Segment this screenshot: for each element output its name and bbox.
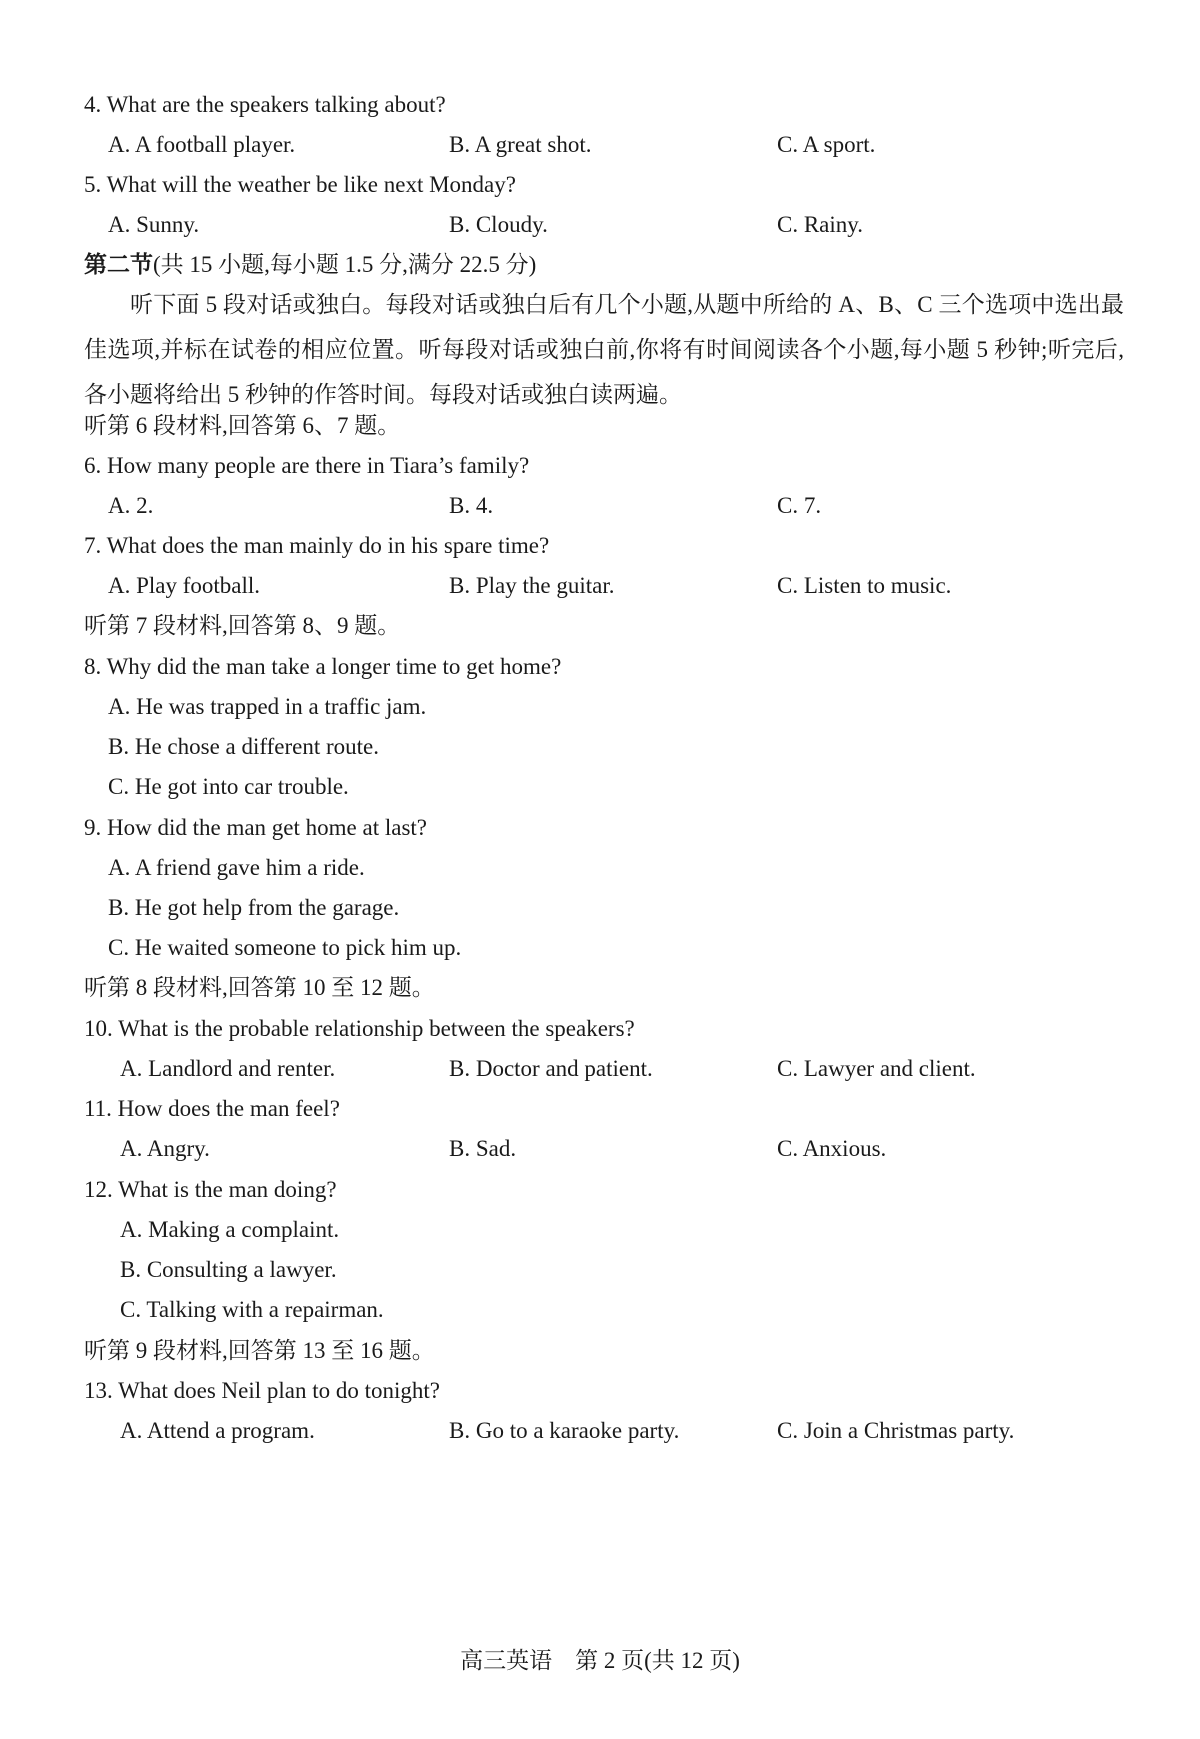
section-2-heading bbox=[0, 242, 1200, 287]
question-13-stem: 13. What does Neil plan to do tonight? bbox=[84, 1378, 441, 1403]
instructions-text: 听下面 5 段对话或独白。每段对话或独白后有几个小题,从题中所给的 A、B、C 三个选项中选出最佳选项,并标在试卷的相应位置。听每段对话或独白前,你将有时间阅读各个小题,每小题 5 秒钟;听完后,各小题将给出 5 秒钟的作答时间。每段对话或独白读两遍。 bbox=[84, 292, 1124, 407]
question-9-option-a: A. A friend gave him a ride. bbox=[108, 855, 365, 880]
option-a: A. Angry. bbox=[120, 1136, 210, 1161]
option-b: B. A great shot. bbox=[449, 132, 592, 157]
option-b: B. Play the guitar. bbox=[449, 573, 615, 598]
option-a: A. Sunny. bbox=[108, 212, 200, 237]
option-a: A. A football player. bbox=[108, 132, 296, 157]
question-4-stem: 4. What are the speakers talking about? bbox=[84, 92, 446, 117]
question-9-option-b: B. He got help from the garage. bbox=[108, 895, 400, 920]
group-6-intro: 听第 6 段材料,回答第 6、7 题。 bbox=[84, 413, 401, 438]
question-9-option-c: C. He waited someone to pick him up. bbox=[108, 935, 462, 960]
question-12-stem: 12. What is the man doing? bbox=[84, 1177, 337, 1202]
option-c: C. Join a Christmas party. bbox=[777, 1418, 1015, 1443]
question-11-stem: 11. How does the man feel? bbox=[84, 1096, 340, 1121]
option-a: A. Attend a program. bbox=[120, 1418, 315, 1443]
question-8-stem: 8. Why did the man take a longer time to get home? bbox=[84, 654, 562, 679]
question-10-options bbox=[0, 1046, 1200, 1091]
question-11-options bbox=[0, 1126, 1200, 1171]
question-12-option-c: C. Talking with a repairman. bbox=[120, 1297, 384, 1322]
section-2-instructions bbox=[84, 282, 1124, 417]
option-c: C. A sport. bbox=[777, 132, 876, 157]
option-a: A. Play football. bbox=[108, 573, 261, 598]
question-8-option-a: A. He was trapped in a traffic jam. bbox=[108, 694, 427, 719]
question-10-stem: 10. What is the probable relationship between the speakers? bbox=[84, 1016, 635, 1041]
group-9-intro: 听第 9 段材料,回答第 13 至 16 题。 bbox=[84, 1338, 435, 1363]
option-c: C. Lawyer and client. bbox=[777, 1056, 976, 1081]
option-c: C. Rainy. bbox=[777, 212, 864, 237]
question-5-stem: 5. What will the weather be like next Monday? bbox=[84, 172, 516, 197]
question-4-options bbox=[0, 122, 1200, 167]
question-8-option-b: B. He chose a different route. bbox=[108, 734, 380, 759]
section-2-detail: (共 15 小题,每小题 1.5 分,满分 22.5 分) bbox=[153, 252, 537, 277]
question-7-options bbox=[0, 563, 1200, 608]
option-b: B. Go to a karaoke party. bbox=[449, 1418, 680, 1443]
section-2-title: 第二节 bbox=[84, 252, 153, 277]
page-footer: 高三英语 第 2 页(共 12 页) bbox=[460, 1648, 740, 1673]
question-13-options bbox=[0, 1408, 1200, 1453]
group-8-intro: 听第 8 段材料,回答第 10 至 12 题。 bbox=[84, 975, 435, 1000]
question-6-options bbox=[0, 483, 1200, 528]
question-5-options bbox=[0, 202, 1200, 247]
group-7-intro: 听第 7 段材料,回答第 8、9 题。 bbox=[84, 613, 401, 638]
option-b: B. Doctor and patient. bbox=[449, 1056, 653, 1081]
question-8-option-c: C. He got into car trouble. bbox=[108, 774, 349, 799]
option-a: A. Landlord and renter. bbox=[120, 1056, 336, 1081]
question-9-stem: 9. How did the man get home at last? bbox=[84, 815, 428, 840]
question-6-stem: 6. How many people are there in Tiara’s family? bbox=[84, 453, 530, 478]
option-b: B. Cloudy. bbox=[449, 212, 548, 237]
option-a: A. 2. bbox=[108, 493, 154, 518]
option-c: C. Listen to music. bbox=[777, 573, 952, 598]
option-b: B. Sad. bbox=[449, 1136, 517, 1161]
question-12-option-b: B. Consulting a lawyer. bbox=[120, 1257, 337, 1282]
question-12-option-a: A. Making a complaint. bbox=[120, 1217, 340, 1242]
question-7-stem: 7. What does the man mainly do in his spare time? bbox=[84, 533, 550, 558]
option-c: C. Anxious. bbox=[777, 1136, 887, 1161]
option-c: C. 7. bbox=[777, 493, 822, 518]
option-b: B. 4. bbox=[449, 493, 494, 518]
